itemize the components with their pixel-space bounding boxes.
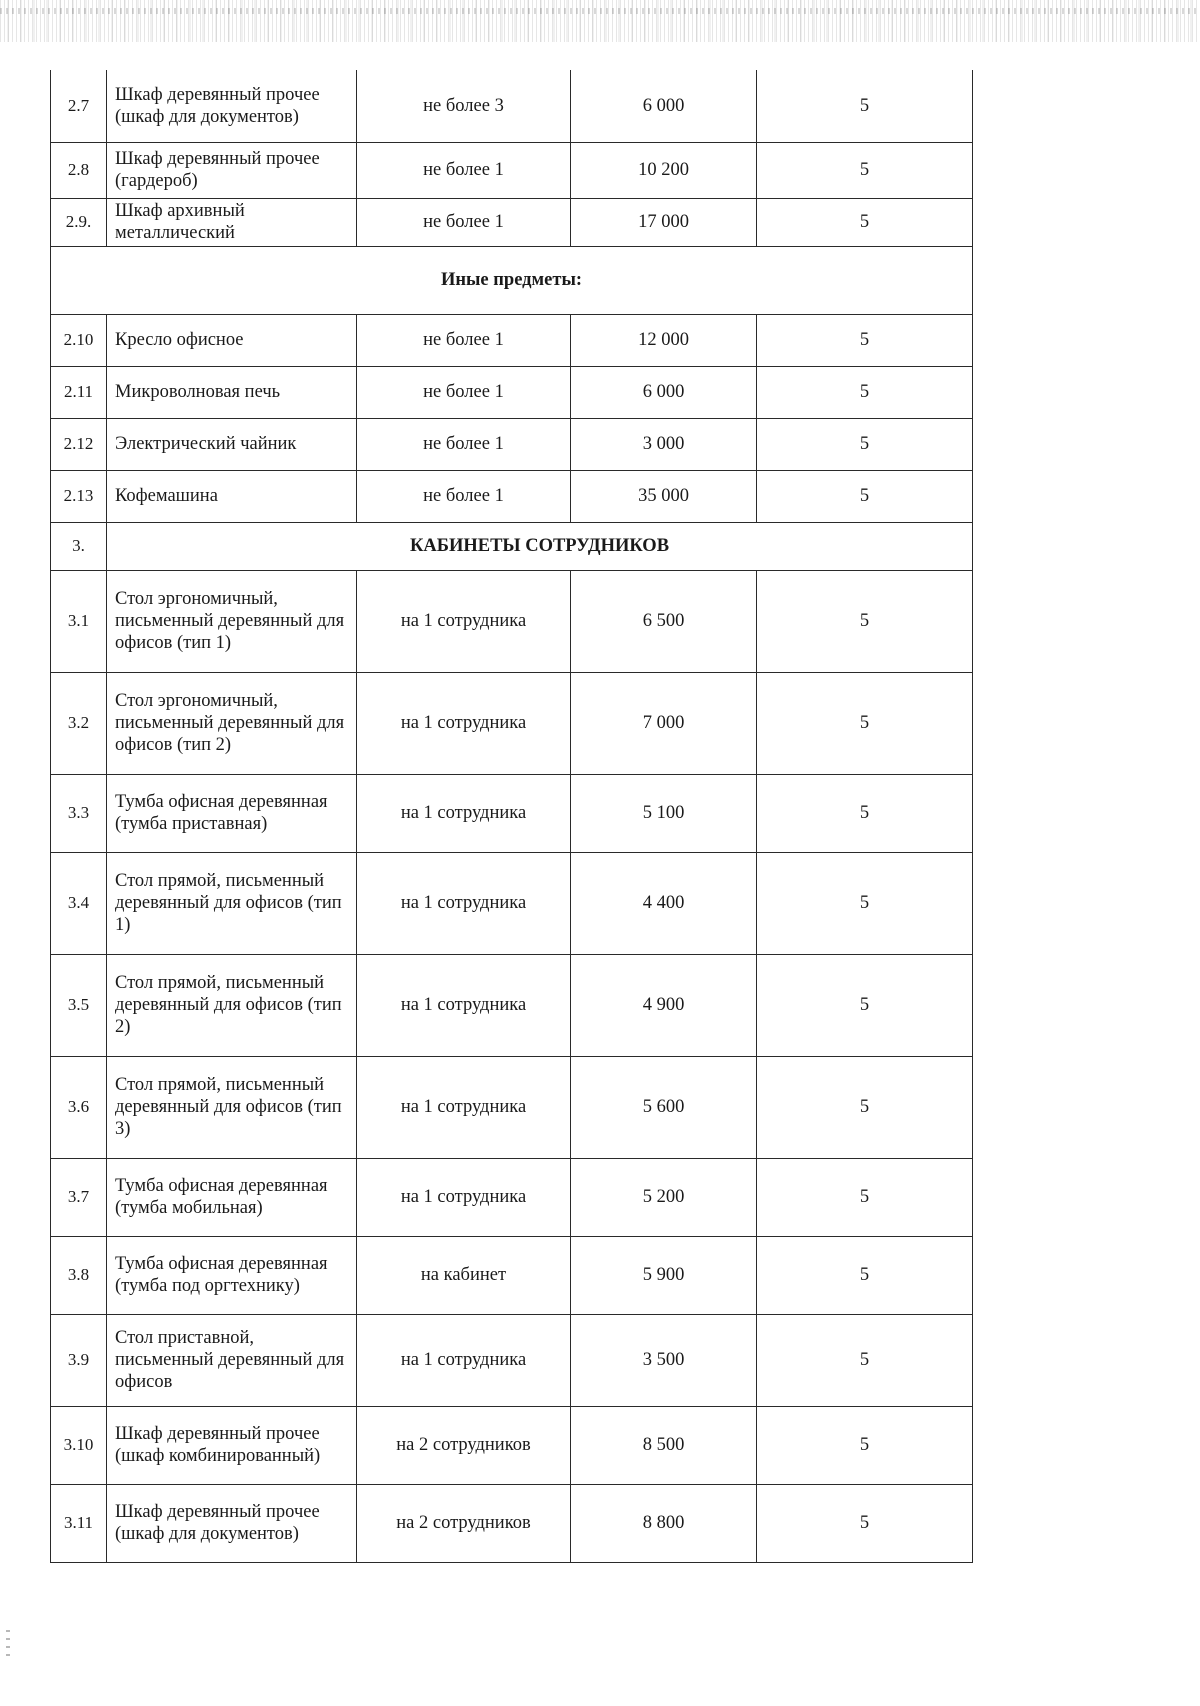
row-number: 3.7 <box>51 1158 107 1236</box>
item-quantity: не более 1 <box>357 314 571 366</box>
item-price: 6 000 <box>571 70 757 142</box>
table-row <box>51 852 973 954</box>
item-name: Стол прямой, письменный деревянный для офисов (тип 1) <box>107 852 357 954</box>
item-quantity: на 1 сотрудника <box>357 570 571 672</box>
item-price: 35 000 <box>571 470 757 522</box>
table-row <box>51 70 973 142</box>
table-body <box>51 70 973 1562</box>
item-quantity: на 2 сотрудников <box>357 1484 571 1562</box>
table-row <box>51 1056 973 1158</box>
row-number: 3.5 <box>51 954 107 1056</box>
item-price: 5 100 <box>571 774 757 852</box>
item-name: Стол приставной, письменный деревянный для офисов <box>107 1314 357 1406</box>
table-row <box>51 1236 973 1314</box>
row-number: 3.10 <box>51 1406 107 1484</box>
table-row <box>51 1314 973 1406</box>
item-name: Электрический чайник <box>107 418 357 470</box>
row-number: 2.11 <box>51 366 107 418</box>
item-name: Кресло офисное <box>107 314 357 366</box>
item-price: 10 200 <box>571 142 757 198</box>
item-name: Тумба офисная деревянная (тумба под оргтехнику) <box>107 1236 357 1314</box>
item-service-life: 5 <box>757 1484 973 1562</box>
item-service-life: 5 <box>757 366 973 418</box>
item-quantity: на 1 сотрудника <box>357 774 571 852</box>
item-name: Шкаф архивный металлический <box>107 198 357 246</box>
item-quantity: не более 1 <box>357 418 571 470</box>
table-row <box>51 314 973 366</box>
item-quantity: на 1 сотрудника <box>357 1158 571 1236</box>
item-service-life: 5 <box>757 1406 973 1484</box>
item-quantity: на 1 сотрудника <box>357 1314 571 1406</box>
table-row <box>51 1484 973 1562</box>
item-quantity: не более 1 <box>357 142 571 198</box>
table-row <box>51 366 973 418</box>
section-row <box>51 246 973 314</box>
item-service-life: 5 <box>757 470 973 522</box>
item-price: 5 900 <box>571 1236 757 1314</box>
item-service-life: 5 <box>757 672 973 774</box>
row-number: 3.4 <box>51 852 107 954</box>
item-service-life: 5 <box>757 1056 973 1158</box>
item-quantity: не более 1 <box>357 470 571 522</box>
item-name: Кофемашина <box>107 470 357 522</box>
row-number: 3.2 <box>51 672 107 774</box>
item-price: 4 400 <box>571 852 757 954</box>
item-quantity: на 2 сотрудников <box>357 1406 571 1484</box>
table-row <box>51 1158 973 1236</box>
scan-noise-strip <box>0 0 1200 42</box>
item-service-life: 5 <box>757 418 973 470</box>
item-quantity: на 1 сотрудника <box>357 1056 571 1158</box>
item-service-life: 5 <box>757 1158 973 1236</box>
item-price: 5 200 <box>571 1158 757 1236</box>
item-name: Микроволновая печь <box>107 366 357 418</box>
item-quantity: на 1 сотрудника <box>357 954 571 1056</box>
item-price: 8 800 <box>571 1484 757 1562</box>
item-service-life: 5 <box>757 852 973 954</box>
row-number: 2.10 <box>51 314 107 366</box>
item-price: 4 900 <box>571 954 757 1056</box>
table-row <box>51 142 973 198</box>
item-name: Шкаф деревянный прочее (гардероб) <box>107 142 357 198</box>
row-number: 2.7 <box>51 70 107 142</box>
row-number: 3.9 <box>51 1314 107 1406</box>
table-row <box>51 954 973 1056</box>
item-quantity: на 1 сотрудника <box>357 852 571 954</box>
section-row <box>51 522 973 570</box>
row-number: 3.1 <box>51 570 107 672</box>
item-price: 17 000 <box>571 198 757 246</box>
item-price: 7 000 <box>571 672 757 774</box>
item-price: 12 000 <box>571 314 757 366</box>
table-row <box>51 1406 973 1484</box>
item-service-life: 5 <box>757 142 973 198</box>
row-number: 2.13 <box>51 470 107 522</box>
item-service-life: 5 <box>757 314 973 366</box>
section-title: КАБИНЕТЫ СОТРУДНИКОВ <box>107 522 973 570</box>
row-number: 3.8 <box>51 1236 107 1314</box>
table-row <box>51 198 973 246</box>
item-price: 8 500 <box>571 1406 757 1484</box>
item-quantity: не более 1 <box>357 366 571 418</box>
item-name: Тумба офисная деревянная (тумба мобильная) <box>107 1158 357 1236</box>
item-service-life: 5 <box>757 570 973 672</box>
item-service-life: 5 <box>757 954 973 1056</box>
row-number: 3.3 <box>51 774 107 852</box>
furniture-norms-table <box>50 70 973 1563</box>
item-name: Стол прямой, письменный деревянный для офисов (тип 3) <box>107 1056 357 1158</box>
item-name: Шкаф деревянный прочее (шкаф комбинированный) <box>107 1406 357 1484</box>
item-price: 3 500 <box>571 1314 757 1406</box>
item-price: 6 000 <box>571 366 757 418</box>
row-number: 2.12 <box>51 418 107 470</box>
scan-noise-line <box>0 8 1200 14</box>
item-service-life: 5 <box>757 198 973 246</box>
item-name: Стол эргономичный, письменный деревянный для офисов (тип 1) <box>107 570 357 672</box>
section-number: 3. <box>51 522 107 570</box>
row-number: 2.8 <box>51 142 107 198</box>
table-row <box>51 570 973 672</box>
section-title: Иные предметы: <box>51 246 973 314</box>
item-service-life: 5 <box>757 70 973 142</box>
item-price: 5 600 <box>571 1056 757 1158</box>
row-number: 3.11 <box>51 1484 107 1562</box>
item-quantity: не более 1 <box>357 198 571 246</box>
item-price: 3 000 <box>571 418 757 470</box>
table-row <box>51 470 973 522</box>
item-price: 6 500 <box>571 570 757 672</box>
table-row <box>51 672 973 774</box>
item-name: Шкаф деревянный прочее (шкаф для документов) <box>107 1484 357 1562</box>
item-name: Тумба офисная деревянная (тумба приставная) <box>107 774 357 852</box>
item-name: Шкаф деревянный прочее (шкаф для документов) <box>107 70 357 142</box>
item-quantity: на кабинет <box>357 1236 571 1314</box>
item-service-life: 5 <box>757 1314 973 1406</box>
item-quantity: на 1 сотрудника <box>357 672 571 774</box>
item-quantity: не более 3 <box>357 70 571 142</box>
item-name: Стол эргономичный, письменный деревянный для офисов (тип 2) <box>107 672 357 774</box>
row-number: 2.9. <box>51 198 107 246</box>
margin-dots <box>6 1630 10 1660</box>
item-service-life: 5 <box>757 774 973 852</box>
table-row <box>51 418 973 470</box>
table-row <box>51 774 973 852</box>
item-name: Стол прямой, письменный деревянный для офисов (тип 2) <box>107 954 357 1056</box>
item-service-life: 5 <box>757 1236 973 1314</box>
row-number: 3.6 <box>51 1056 107 1158</box>
